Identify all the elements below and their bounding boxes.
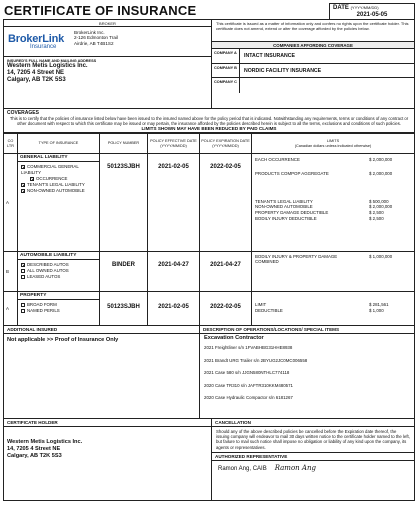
holder-addr2: Calgary, AB T2K 5S3 — [7, 453, 62, 459]
company-name — [240, 78, 248, 93]
gl-expiration: 2022-02-05 — [200, 154, 252, 252]
checked-box-icon: ✕ — [22, 164, 26, 170]
checked-box-icon: ✕ — [22, 262, 26, 268]
col-expiration: POLICY EXPIRATION DATE (YYYY/MM/DD) — [200, 134, 252, 154]
holder-addr1: 14, 7205 4 Street NE — [7, 446, 61, 452]
gl-opt-nonowned: ✕ NON-OWNED AUTOMOBILE — [22, 188, 85, 194]
empty-box-icon — [21, 269, 25, 273]
cancellation-text: Should any of the above described policies be cancelled before the Expiration date thereof, the issuing company will endeavor to mail 30 days written notice to the certificate holder named to the left, but failure to mail such notice shall impose no obligation or liability of any kind upon the company, its agents or representatives. — [216, 429, 410, 450]
gl-effective: 2021-02-05 — [148, 154, 200, 252]
date-value: 2021-05-05 — [356, 12, 388, 18]
auto-expiration: 2021-04-27 — [200, 252, 252, 292]
prop-opt-named: NAMED PERILS — [18, 308, 99, 314]
certificate-holder-box — [4, 419, 212, 500]
equipment-item: 2020 Case Hydraulic Compactor s/n 6181267 — [204, 395, 293, 401]
additional-section — [3, 326, 415, 419]
equipment-item: 2021 Case 580 s/n JJGN580NTHLC774118 — [204, 370, 290, 376]
checked-box-icon: ✕ — [22, 182, 26, 188]
prop-limits — [252, 292, 415, 326]
limit-row: PROPERTY DAMAGE DEDUCTIBLE $ 2,500 — [255, 210, 384, 216]
prop-type-cell — [18, 292, 100, 326]
certificate-notice: This certificate is issued as a matter of information only and confers no rights upon the certificate holder. This certificate does not amend, extend or alter the coverage afforded by the policies below. — [212, 20, 414, 42]
auto-opt-leased: LEASED AUTOS — [18, 274, 99, 280]
cancellation-heading: CANCELLATION — [212, 419, 414, 427]
description-title: Excavation Contractor — [204, 335, 264, 341]
limit-row: TENANT'S LEGAL LIABILITY $ 500,000 — [255, 198, 389, 204]
gl-opt-cgl: ✕ COMMERCIAL GENERAL LIABILITY — [21, 164, 79, 175]
co-letter: B — [4, 252, 18, 292]
coverage-header-row — [4, 134, 415, 154]
header — [3, 3, 415, 19]
broker-name: BrokerLink Inc. — [74, 30, 105, 35]
automobile-row — [4, 252, 415, 292]
company-name: INTACT INSURANCE — [244, 53, 295, 59]
date-label: DATE (YYYY/MM/DD) — [333, 5, 379, 11]
limit-row: DEDUCTIBLE $ 1,000 — [255, 307, 384, 313]
broker-addr1: 2-126 Edmonton Trail — [74, 35, 118, 41]
date-box — [329, 3, 415, 19]
auto-opt-described: ✕ DESCRIBED AUTOS — [22, 262, 69, 268]
description-heading: DESCRIPTION OF OPERATIONS/LOCATIONS/ SPECIAL ITEMS — [200, 326, 414, 334]
signature-line — [212, 461, 414, 475]
authorized-heading: AUTHORIZED REPRESENTATIVE — [212, 452, 414, 461]
empty-box-icon — [21, 303, 25, 307]
coverages-paragraph: This is to certify that the policies of insurance listed below have been issued to the insured named above for the policy period that is indicated. Notwithstanding any requirements, terms or conditions of any contract or other document with respect to which this certificate may be issued or may pertain, the insurance afforded by the policies described herein is subject to all the terms, exclusions and conditions of such policies. — [9, 116, 409, 126]
coverages-header — [3, 109, 415, 133]
logo-subtext: Insurance — [30, 44, 57, 50]
coverages-heading: COVERAGES — [7, 110, 39, 116]
empty-box-icon — [21, 275, 25, 279]
limit-row: BODILY INJURY & PROPERTY DAMAGE COMBINED $ 1,000,000 — [255, 254, 393, 264]
broker-logo — [4, 27, 74, 56]
auto-title: AUTOMOBILE LIABILITY — [18, 252, 99, 260]
gl-type-cell — [18, 154, 100, 252]
coverage-table — [3, 133, 415, 326]
limit-row: EACH OCCURRENCE $ 2,000,000 — [255, 157, 393, 162]
insured-box — [4, 57, 211, 86]
limit-row: LIMIT $ 281,561 — [255, 302, 389, 307]
holder-heading: CERTIFICATE HOLDER — [4, 419, 211, 427]
auto-effective: 2021-04-27 — [148, 252, 200, 292]
equipment-item: 2020 Case TR310 s/n JAFTR310KKM480571 — [204, 382, 294, 388]
checked-box-icon: ✕ — [22, 188, 26, 194]
holder-section — [3, 419, 415, 501]
col-policy: POLICY NUMBER — [100, 134, 148, 154]
co-letter: A — [4, 154, 18, 252]
handwritten-signature: Ramon Ang — [274, 463, 316, 472]
document-title: CERTIFICATE OF INSURANCE — [4, 3, 197, 18]
broker-addr2: Airdrie, AB T4B1S2 — [74, 40, 114, 46]
col-type: TYPE OF INSURANCE — [18, 134, 100, 154]
limit-row: NON-OWNED AUTOMOBILE $ 2,000,000 — [255, 204, 393, 210]
broker-heading: BROKER — [4, 20, 211, 27]
auto-limits — [252, 252, 415, 292]
col-co-letter: CO LTR — [4, 134, 18, 154]
description-box — [200, 326, 414, 418]
co-letter: A — [4, 292, 18, 326]
prop-expiration: 2022-02-05 — [200, 292, 252, 326]
empty-box-icon — [21, 309, 25, 313]
companies-heading: COMPANIES AFFORDING COVERAGE — [212, 42, 414, 49]
gl-opt-tenant: ✕ TENANT'S LEGAL LIABILITY — [22, 182, 85, 188]
prop-opt-broad: BROAD FORM — [18, 302, 99, 308]
gl-opt-occurrence: ✕ OCCURRENCE — [31, 176, 68, 182]
coverage-companies — [212, 20, 414, 108]
broker-address — [74, 27, 118, 56]
equipment-item: 2021 Brandt URG Trailer s/n 2BYUG2JC0MC006558 — [204, 357, 308, 363]
equipment-item: 2021 Freightliner s/n 1FVABHBG31HHE8938 — [204, 345, 293, 350]
insured-name: Western Metis Logistics Inc. — [7, 63, 88, 69]
insured-heading: INSURED'S FULL NAME AND MAILING ADDRESS — [7, 59, 97, 63]
col-effective: POLICY EFFECTIVE DATE (YYYY/MM/DD) — [148, 134, 200, 154]
gl-limits — [252, 154, 415, 252]
company-row-b — [212, 64, 414, 79]
holder-name: Western Metis Logistics Inc. — [7, 439, 83, 445]
additional-insured-box — [4, 326, 200, 418]
prop-title: PROPERTY — [18, 292, 99, 300]
limit-row: PRODUCTS COMPOP AGGREGATE $ 2,000,000 — [255, 170, 393, 176]
company-key: COMPANY C — [212, 78, 240, 93]
prop-policy: 50123SJBH — [100, 292, 148, 326]
limits-note: LIMITS SHOWN MAY HAVE BEEN REDUCED BY PAID CLAIMS — [141, 126, 277, 131]
property-row — [4, 292, 415, 326]
logo-text: BrokerLink — [8, 33, 65, 45]
company-name: NORDIC FACILITY INSURANCE — [244, 67, 322, 74]
company-key: COMPANY A — [212, 49, 240, 63]
additional-value: Not applicable >> Proof of Insurance Only — [7, 337, 119, 343]
col-limits: LIMITS (Canadian dollars unless indicated otherwise) — [252, 134, 415, 154]
gl-policy: 50123SJBH — [100, 154, 148, 252]
auto-opt-allowned: ALL OWNED AUTOS — [18, 268, 99, 274]
holder-details — [4, 427, 211, 463]
general-liability-row — [4, 154, 415, 252]
gl-title: GENERAL LIABILITY — [18, 154, 99, 162]
insured-addr2: Calgary, AB T2K 5S3 — [7, 77, 66, 83]
checked-box-icon: ✕ — [31, 176, 35, 182]
prop-effective: 2021-02-05 — [148, 292, 200, 326]
company-row-c — [212, 78, 414, 93]
company-row-a — [212, 49, 414, 64]
cancellation-box — [212, 419, 414, 500]
company-key: COMPANY B — [212, 64, 240, 78]
insured-addr1: 14, 7205 4 Street NE — [7, 70, 65, 76]
auto-policy: BINDER — [100, 252, 148, 292]
description-list — [200, 342, 414, 405]
rep-name: Ramon Ang, CAIB — [218, 465, 267, 472]
additional-heading: ADDITIONAL INSURED — [4, 326, 199, 334]
auto-type-cell — [18, 252, 100, 292]
broker-section — [3, 19, 415, 109]
limit-row: BODILY INJURY DEDUCTIBLE $ 2,500 — [255, 215, 384, 221]
broker-box — [4, 20, 212, 108]
